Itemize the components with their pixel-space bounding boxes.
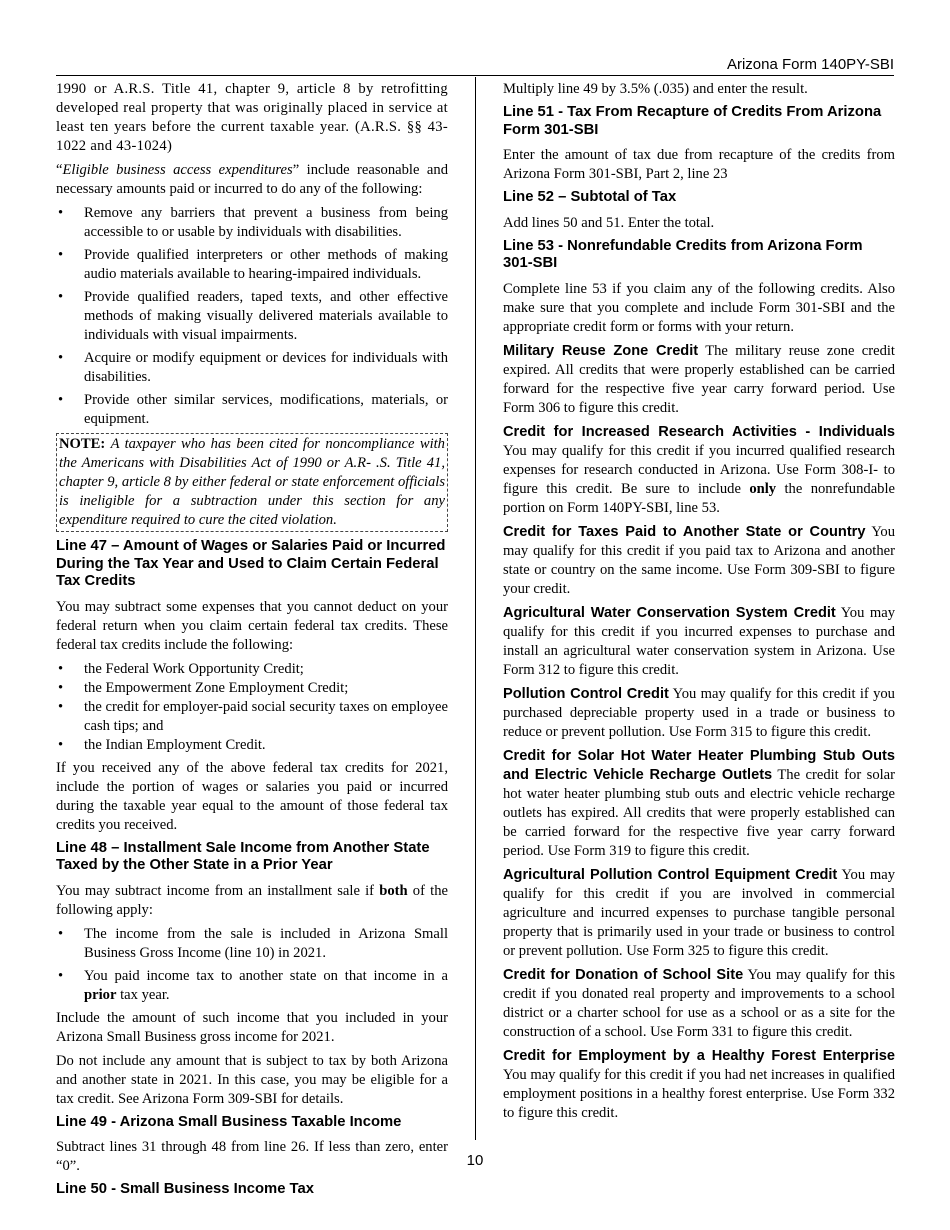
column-divider (475, 77, 476, 1140)
line50-heading: Line 50 - Small Business Income Tax (56, 1181, 314, 1197)
line52-heading: Line 52 – Subtotal of Tax (503, 189, 677, 205)
credit-ag-pollution: Agricultural Pollution Control Equipment Credit You may qualify for this credit if you are involved in commercial agriculture and incurred expenses to purchase tangible personal property that is primarily used in your trade or business to control or prevent pollution. Use Form 325 to figure this credit. (503, 866, 895, 959)
eligible-definition: “Eligible business access expenditures” include reasonable and necessary amounts paid or incurred to do any of the following: (56, 162, 448, 197)
line51-paragraph: Enter the amount of tax due from recapture of the credits from Arizona Form 301-SBI, Part 2, line 23 (503, 147, 895, 182)
credit-solar-stub-outs: Credit for Solar Hot Water Heater Plumbing Stub Outs and Electric Vehicle Recharge Outlets The credit for solar hot water heater plumbing stub outs and electric vehicle recharge outlets has expired. All credits that were properly established can be carried forward for the respective five year carry forward period. Use Form 319 to figure this credit. (503, 747, 896, 859)
eligible-list (56, 204, 448, 429)
list-item: • The income from the sale is included in Arizona Small Business Gross Income (line 10) in 2021. (56, 925, 448, 963)
line49-paragraph: Subtract lines 31 through 48 from line 26. If less than zero, enter “0”. (56, 1139, 448, 1174)
credit-research: Credit for Increased Research Activities - Individuals You may qualify for this credit if you incurred qualified research expenses for research conducted in Arizona. Use Form 308-I- to figure this credit. Be sure to include only the nonrefundable portion on Form 140PY-SBI, line 53. (503, 423, 895, 516)
line48-heading: Line 48 – Installment Sale Income from Another State Taxed by the Other State in a Prior Year (56, 839, 430, 873)
line49-heading: Line 49 - Arizona Small Business Taxable Income (56, 1113, 402, 1130)
list-item: • Provide qualified readers, taped texts, and other effective methods of making visually delivered materials available to individuals with visual impairments. (56, 288, 448, 345)
line47-paragraph: You may subtract some expenses that you cannot deduct on your federal return when you claim certain federal tax credits. These federal tax credits include the following: (56, 598, 448, 653)
line50-paragraph: Multiply line 49 by 3.5% (.035) and enter the result. (503, 81, 808, 97)
credit-title: Credit for Solar Hot Water Heater Plumbing Stub Outs and Electric Vehicle Recharge Outlets (503, 747, 895, 783)
line47-heading: Line 47 – Amount of Wages or Salaries Paid or Incurred During the Tax Year and Used to Claim Certain Federal Tax Credits (56, 538, 446, 589)
line51-heading: Line 51 - Tax From Recapture of Credits From Arizona Form 301-SBI (503, 104, 882, 138)
list-item: • the credit for employer-paid social security taxes on employee cash tips; and (56, 698, 448, 736)
line48-paragraph: You may subtract income from an installment sale if both of the following apply: (56, 882, 448, 918)
credit-title: Military Reuse Zone Credit (503, 342, 699, 359)
line48-paragraph-3: Do not include any amount that is subject to tax by both Arizona and another state in 2021. In this case, you may be eligible for a tax credit. See Arizona Form 309-SBI for details. (56, 1052, 448, 1107)
form-title: Arizona Form 140PY-SBI (726, 56, 894, 73)
credit-taxes-other-state: Credit for Taxes Paid to Another State or Country You may qualify for this credit if you paid tax to Arizona and another state or country on the same income. Use Form 309-SBI to figure your credit. (503, 523, 896, 597)
right-column (503, 80, 895, 1128)
line52-paragraph: Add lines 50 and 51. Enter the total. (503, 214, 715, 231)
credit-title: Agricultural Water Conservation System Credit (503, 604, 836, 621)
list-item: • the Federal Work Opportunity Credit; (56, 660, 448, 679)
note-body: A taxpayer who has been cited for noncompliance with the Americans with Disabilities Act of 1990 or A.R- .S. Title 41, chapter 9, article 8 by either federal or state enforcement officials is ineligible for a subtraction under this section for any expenditure required to cure the cited violation. (59, 436, 445, 528)
list-item: • the Empowerment Zone Employment Credit; (56, 679, 448, 698)
list-item: • the Indian Employment Credit. (56, 736, 448, 755)
left-column (56, 80, 448, 1206)
line47-paragraph-2: If you received any of the above federal tax credits for 2021, include the portion of wages or salaries you paid or incurred during the taxable year equal to the amount of those federal tax credits you received. (56, 759, 448, 833)
credit-title: Pollution Control Credit (503, 685, 669, 702)
list-item: • Acquire or modify equipment or devices for individuals with disabilities. (56, 349, 448, 387)
note-box (56, 433, 448, 532)
note-label: NOTE: (59, 436, 106, 452)
line48-paragraph-2: Include the amount of such income that you included in your Arizona Small Business gross income for 2021. (56, 1009, 448, 1045)
credit-title: Agricultural Pollution Control Equipment Credit (503, 866, 838, 883)
list-item: • Provide qualified interpreters or other methods of making audio materials available to hearing-impaired individuals. (56, 246, 448, 284)
line53-heading: Line 53 - Nonrefundable Credits from Arizona Form 301-SBI (503, 237, 863, 271)
intro-paragraph: 1990 or A.R.S. Title 41, chapter 9, article 8 by retrofitting developed real property that was originally placed in service at least ten years before the current taxable year. (A.R.S. §§ 43-1022 and 43-1024) (56, 81, 448, 154)
credit-healthy-forest: Credit for Employment by a Healthy Forest Enterprise You may qualify for this credit if you had net increases in qualified employment positions in a healthy forest enterprise. Use Form 332 to figure this credit. (503, 1047, 895, 1121)
line53-paragraph: Complete line 53 if you claim any of the following credits. Also make sure that you complete and include Form 301-SBI and the appropriate credit form or forms with your return. (503, 280, 895, 335)
list-item: • Provide other similar services, modifications, materials, or equipment. (56, 391, 448, 429)
credit-title: Credit for Taxes Paid to Another State or Country (503, 523, 866, 540)
list-item: • Remove any barriers that prevent a business from being accessible to or usable by individuals with disabilities. (56, 204, 448, 242)
page-number: 10 (466, 1152, 484, 1169)
list-item: • You paid income tax to another state on that income in a prior tax year. (56, 967, 448, 1005)
eligible-term: Eligible business access expenditures (62, 162, 293, 178)
credit-water-conservation: Agricultural Water Conservation System Credit You may qualify for this credit if you incurred expenses to purchase and install an agricultural water conservation system in Arizona. Use Form 312 to figure this credit. (503, 604, 895, 678)
header-rule (56, 75, 894, 76)
credit-pollution-control: Pollution Control Credit You may qualify for this credit if you purchased depreciable property used in a trade or business to reduce or prevent pollution. Use Form 315 to figure this credit. (503, 685, 895, 740)
credit-title: Credit for Increased Research Activities - Individuals (503, 423, 895, 440)
federal-credits-list (56, 660, 448, 755)
credit-title: Credit for Employment by a Healthy Forest Enterprise (503, 1047, 895, 1064)
credit-military-reuse: Military Reuse Zone Credit The military reuse zone credit expired. All credits that were properly established can be carried forward for the respective five year carry forward period. Use Form 306 to figure this credit. (503, 342, 895, 416)
installment-conditions-list (56, 925, 448, 1005)
credit-school-site: Credit for Donation of School Site You may qualify for this credit if you donated real property and improvements to a school district or a charter school for use as a school or as a site for the construction of a school. Use Form 331 to figure this credit. (503, 966, 895, 1040)
credit-title: Credit for Donation of School Site (503, 966, 744, 983)
